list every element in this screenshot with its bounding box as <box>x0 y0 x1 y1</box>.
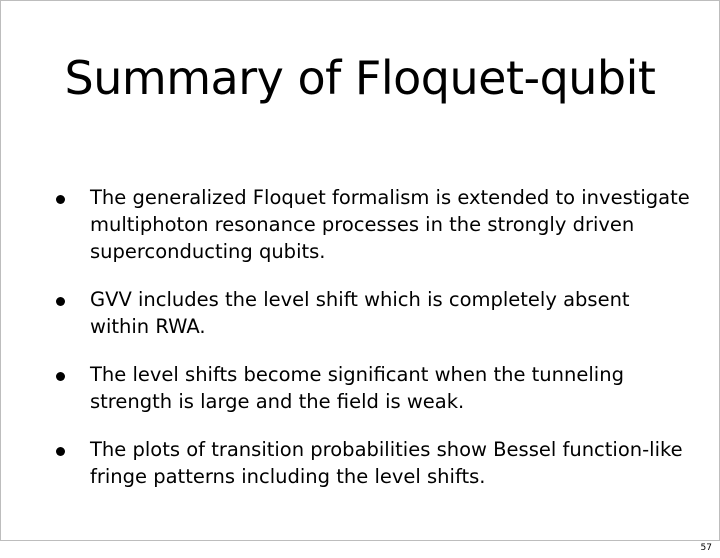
bullet-item <box>90 436 690 490</box>
bullet-text: GVV includes the level shift which is completely absent within RWA. <box>90 288 630 338</box>
slide-title: Summary of Floquet-qubit <box>64 51 656 105</box>
bullet-list <box>90 184 690 511</box>
bullet-text: The plots of transition probabilities show Bessel function-like fringe patterns including the level shifts. <box>90 438 683 488</box>
bullet-text: The generalized Floquet formalism is extended to investigate multiphoton resonance processes in the strongly driven superconducting qubits. <box>90 186 690 263</box>
bullet-item <box>90 361 690 415</box>
bullet-item <box>90 286 690 340</box>
bullet-dot-icon <box>56 372 65 381</box>
bullet-dot-icon <box>56 297 65 306</box>
bullet-text: The level shifts become significant when the tunneling strength is large and the field is weak. <box>90 363 624 413</box>
bullet-dot-icon <box>56 195 65 204</box>
bullet-item <box>90 184 690 265</box>
bullet-dot-icon <box>56 447 65 456</box>
page-number: 57 <box>700 543 712 553</box>
